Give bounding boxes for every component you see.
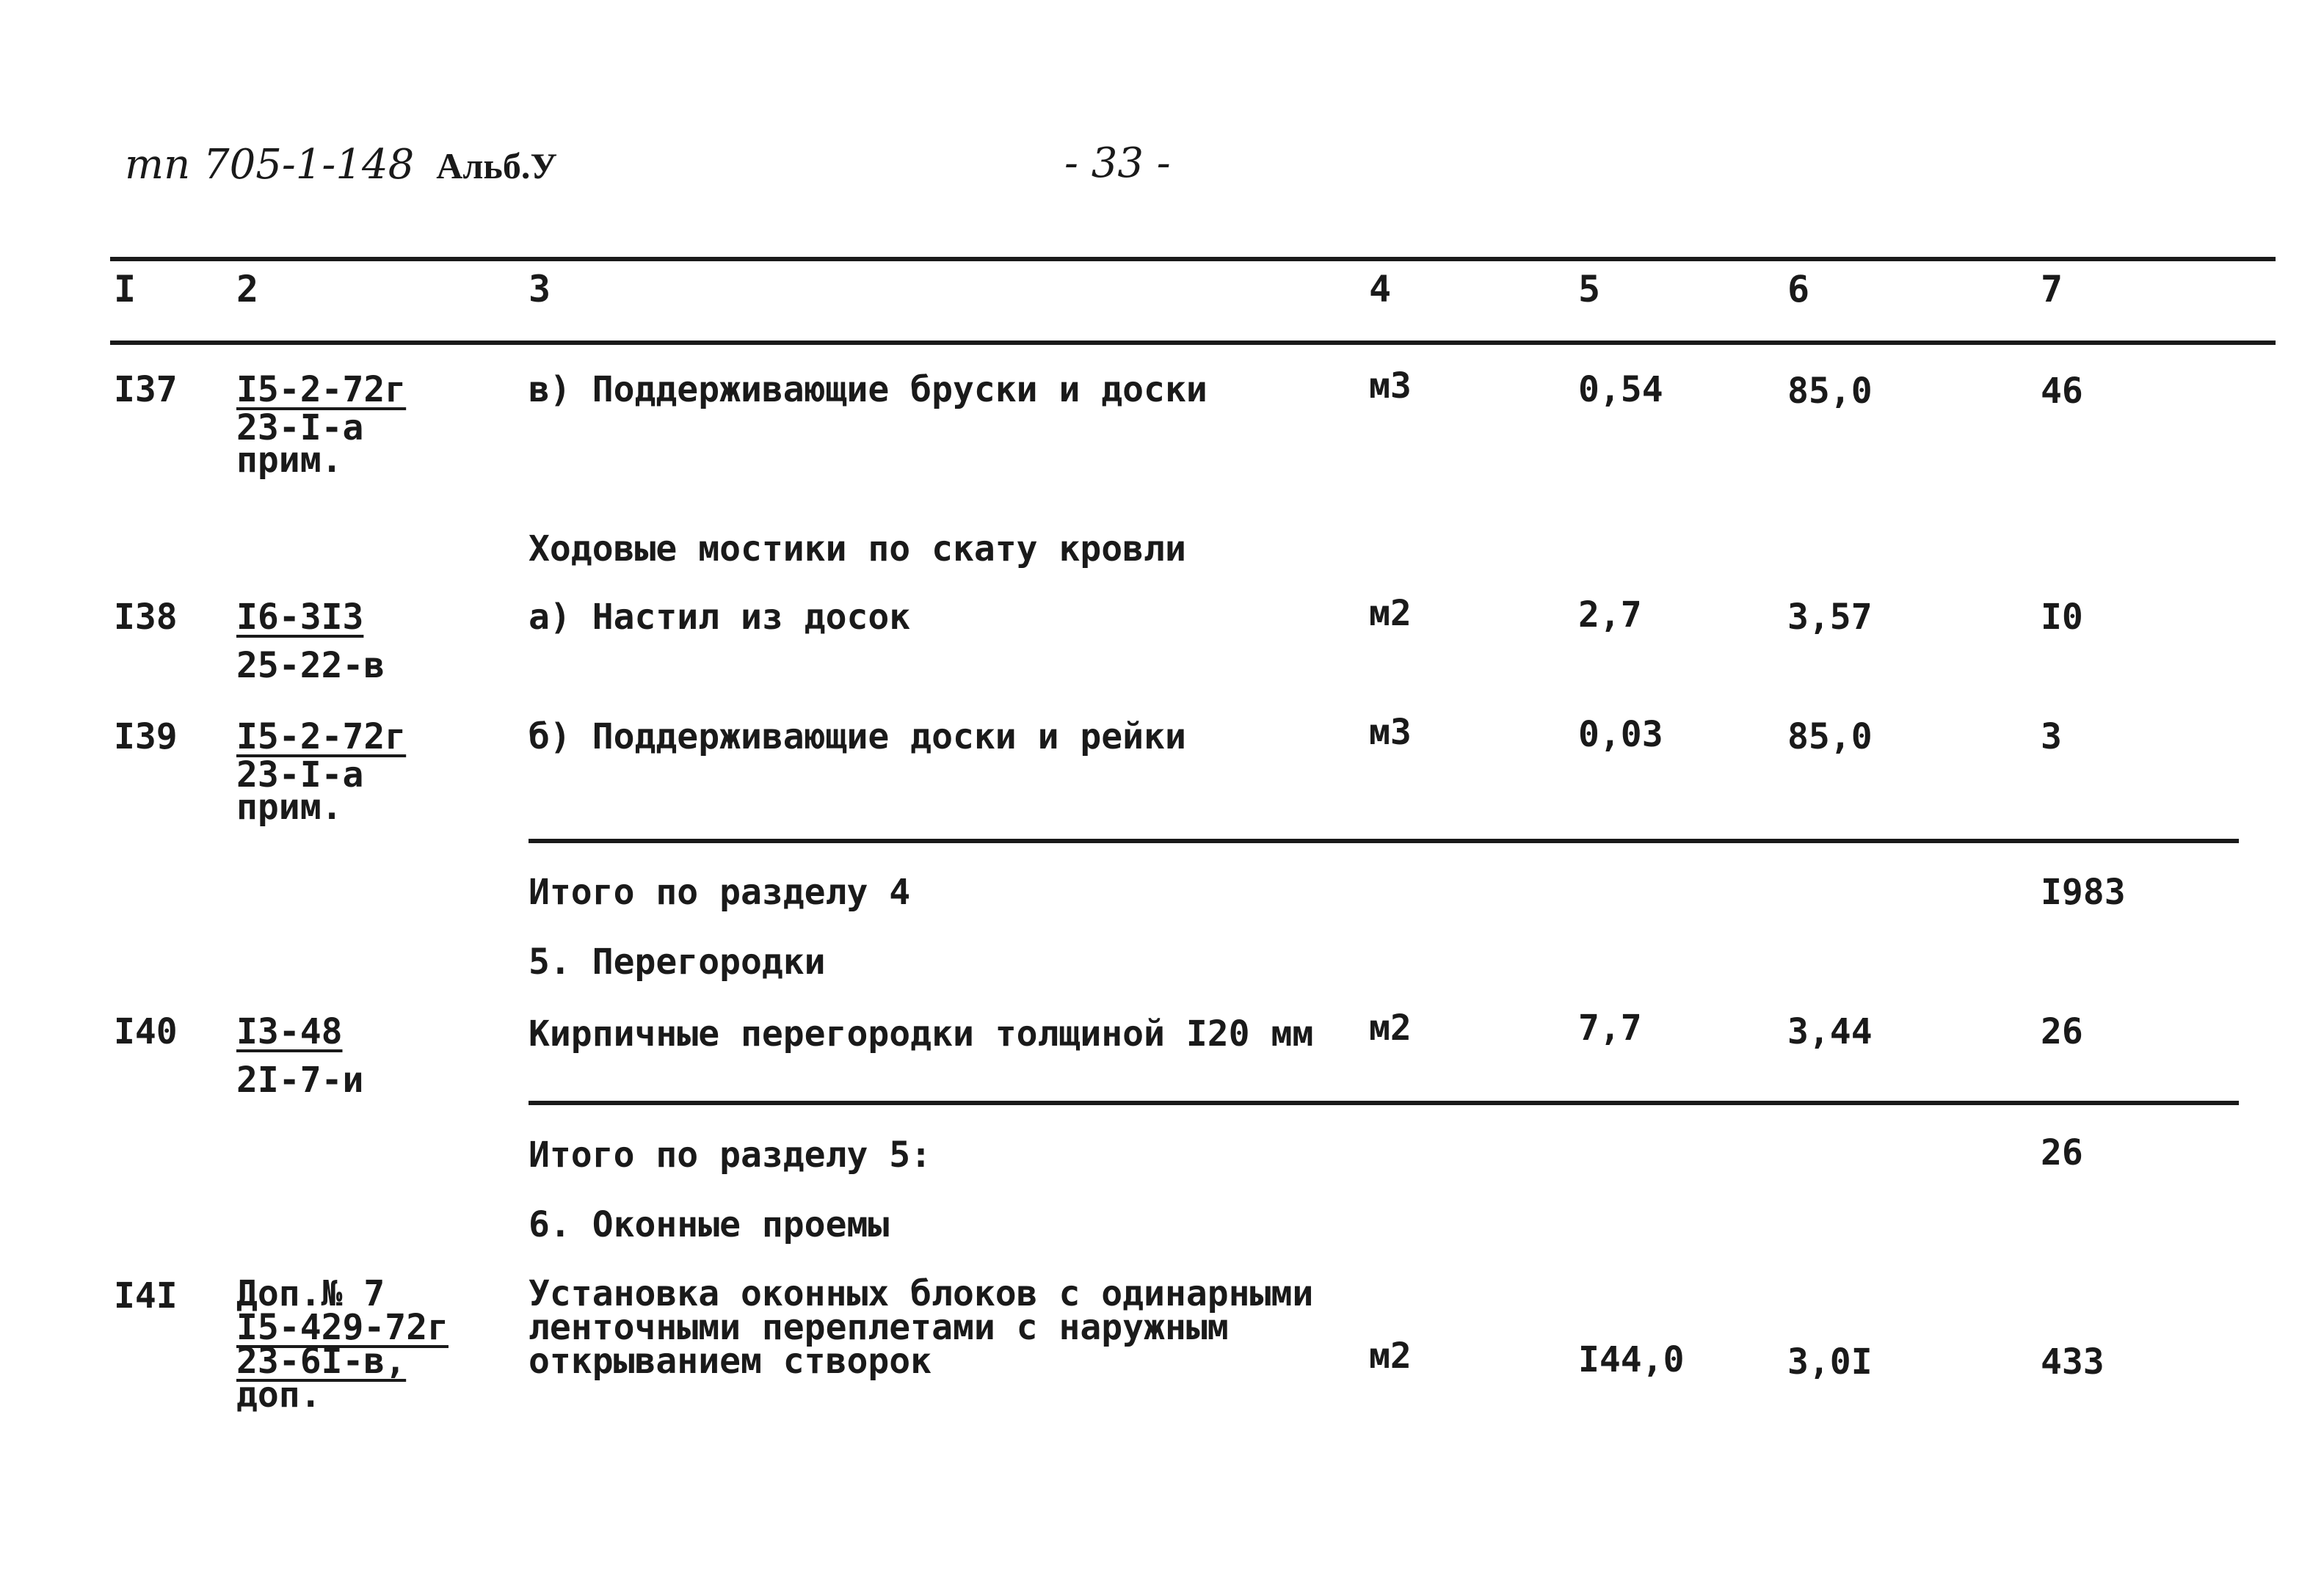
document-code-text: тп 705-1-148	[125, 141, 415, 189]
row-number: I39	[114, 716, 178, 757]
column-header-2: 2	[236, 268, 259, 310]
unit-price: 85,0	[1787, 716, 1873, 757]
total-cost: 3	[2041, 716, 2062, 757]
table-header-rule	[110, 340, 2276, 345]
subtotal-rule-section-5	[529, 1101, 2239, 1105]
work-description: б) Поддерживающие доски и рейки	[529, 716, 1186, 757]
table-top-rule	[110, 257, 2276, 261]
work-description: Кирпичные перегородки толщиной I20 мм	[529, 1013, 1314, 1055]
unit: м2	[1369, 1008, 1412, 1049]
row-number: I4I	[114, 1275, 178, 1316]
section-heading: 6. Оконные проемы	[529, 1204, 890, 1245]
work-description: Установка оконных блоков с одинарными ленточными переплетами с наружным открыванием створок	[529, 1273, 1314, 1382]
column-header-6: 6	[1787, 268, 1810, 310]
norm-code: I5-2-72г 23-I-а прим.	[236, 369, 407, 481]
total-cost: 433	[2041, 1341, 2105, 1383]
quantity: 2,7	[1578, 594, 1642, 635]
quantity: 7,7	[1578, 1008, 1642, 1049]
subtotal-value: 26	[2041, 1132, 2083, 1173]
norm-code: I5-2-72г 23-I-а прим.	[236, 716, 407, 828]
work-description: в) Поддерживающие бруски и доски	[529, 369, 1208, 410]
column-header-3: 3	[529, 268, 551, 310]
row-number: I40	[114, 1011, 178, 1052]
unit-price: 3,44	[1787, 1011, 1873, 1052]
norm-code: I6-3I3 25-22-в	[236, 597, 385, 686]
unit-price: 85,0	[1787, 371, 1873, 412]
subtotal-value: I983	[2041, 872, 2126, 913]
subtotal-label: Итого по разделу 5:	[529, 1135, 932, 1176]
norm-code: I3-48 2I-7-и	[236, 1011, 364, 1101]
row-number: I38	[114, 597, 178, 638]
section-heading: Ходовые мостики по скату кровли	[529, 528, 1186, 569]
document-code	[125, 141, 557, 189]
unit: м2	[1369, 1336, 1412, 1377]
unit-price: 3,0I	[1787, 1341, 1873, 1383]
column-header-1: I	[114, 268, 137, 310]
page-number: - 33 -	[1064, 139, 1171, 187]
column-header-7: 7	[2041, 268, 2063, 310]
unit-price: 3,57	[1787, 597, 1873, 638]
unit: м3	[1369, 365, 1412, 407]
total-cost: I0	[2041, 597, 2083, 638]
column-header-5: 5	[1578, 268, 1601, 310]
quantity: 0,03	[1578, 714, 1663, 755]
unit: м3	[1369, 712, 1412, 753]
subtotal-label: Итого по разделу 4	[529, 872, 911, 913]
quantity: 0,54	[1578, 369, 1663, 410]
norm-code: Доп.№ 7 I5-429-72г 23-6I-в, доп.	[236, 1273, 449, 1416]
column-header-4: 4	[1369, 268, 1392, 310]
work-description: а) Настил из досок	[529, 597, 911, 638]
total-cost: 46	[2041, 371, 2083, 412]
quantity: I44,0	[1578, 1339, 1685, 1380]
total-cost: 26	[2041, 1011, 2083, 1052]
row-number: I37	[114, 369, 178, 410]
unit: м2	[1369, 593, 1412, 634]
section-heading: 5. Перегородки	[529, 942, 826, 983]
subtotal-rule-section-4	[529, 839, 2239, 843]
album-label: Альб.У	[436, 145, 558, 186]
